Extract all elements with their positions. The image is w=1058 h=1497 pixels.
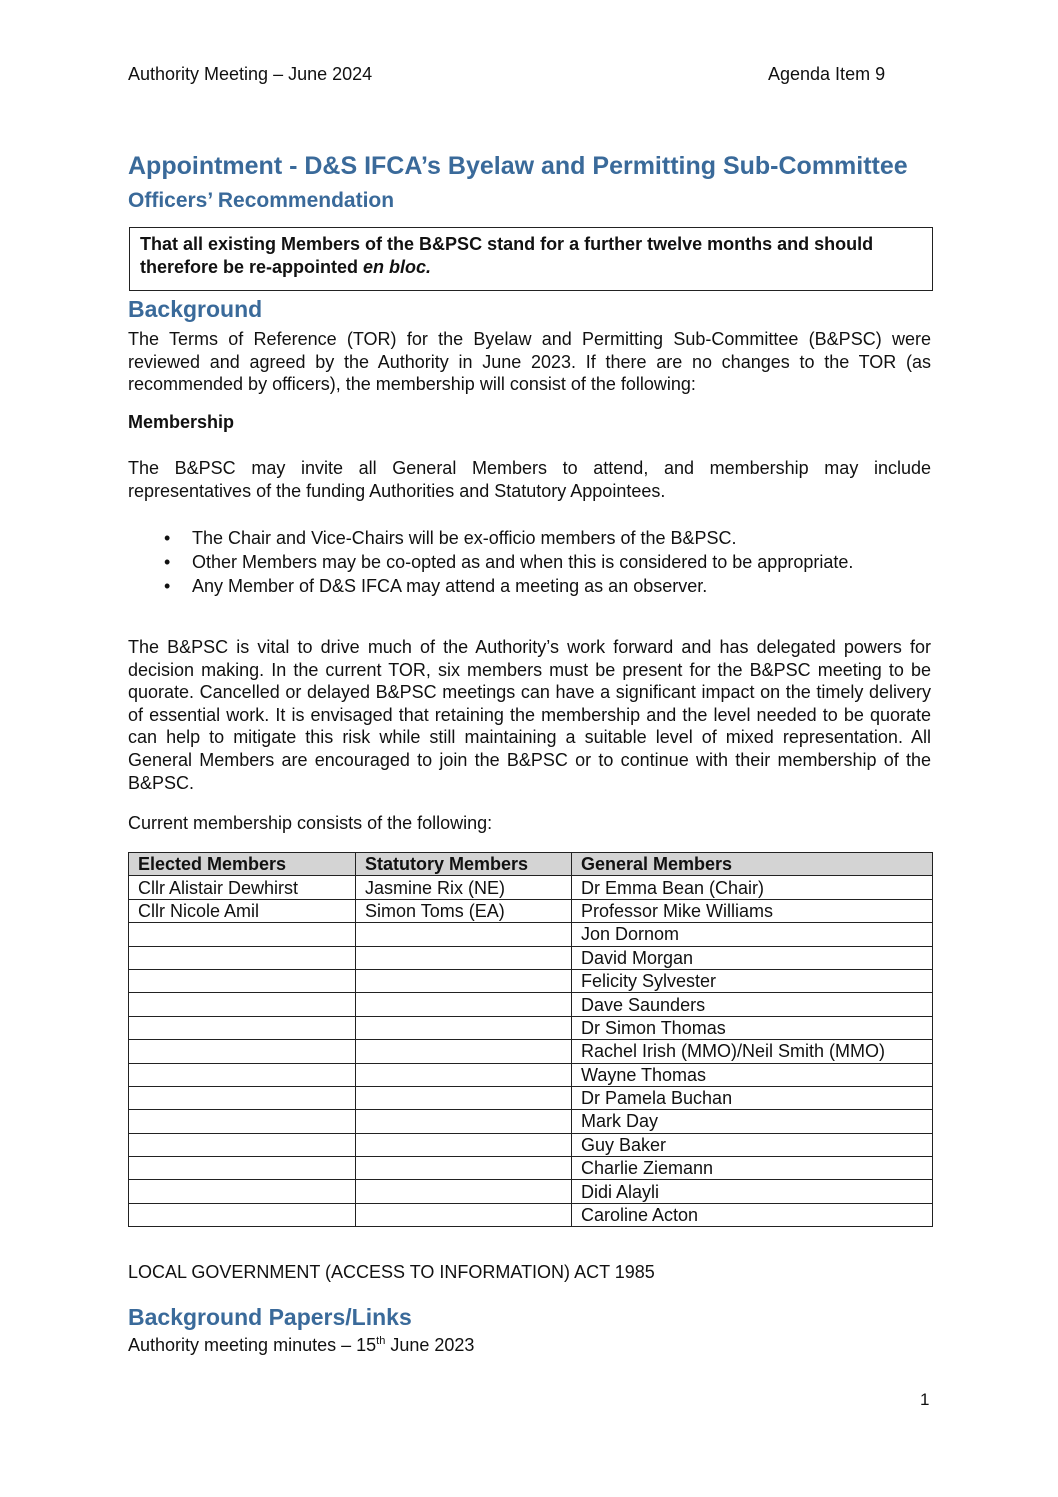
general-member-cell: Didi Alayli [572, 1180, 933, 1203]
membership-paragraph: The B&PSC may invite all General Members to attend, and membership may include representatives of the funding Authorities and Statutory Appointees. [128, 458, 931, 501]
bullet-item: • Any Member of D&S IFCA may attend a meeting as an observer. [128, 574, 853, 598]
general-member-cell: Mark Day [572, 1110, 933, 1133]
membership-heading: Membership [128, 412, 235, 432]
general-member-cell: Charlie Ziemann [572, 1157, 933, 1180]
elected-member-cell [129, 1016, 356, 1039]
elected-member-cell [129, 1086, 356, 1109]
general-member-cell: Jon Dornom [572, 923, 933, 946]
elected-member-cell [129, 1063, 356, 1086]
background-paper-link [128, 1335, 474, 1356]
general-member-cell: Dave Saunders [572, 993, 933, 1016]
statutory-member-cell [356, 993, 572, 1016]
general-member-cell: David Morgan [572, 946, 933, 969]
elected-member-cell [129, 1110, 356, 1133]
table-row [129, 1157, 933, 1180]
statutory-member-cell [356, 1016, 572, 1039]
membership-bullet-list [128, 526, 853, 598]
table-row [129, 1016, 933, 1039]
background-papers-heading: Background Papers/Links [128, 1304, 412, 1330]
statutory-member-cell [356, 1180, 572, 1203]
bullet-item: • Other Members may be co-opted as and when this is considered to be appropriate. [128, 550, 853, 574]
general-member-cell: Guy Baker [572, 1133, 933, 1156]
table-row [129, 1133, 933, 1156]
statutory-member-cell [356, 969, 572, 992]
elected-member-cell [129, 1133, 356, 1156]
column-header-general: General Members [572, 853, 933, 876]
statutory-member-cell [356, 1133, 572, 1156]
statutory-member-cell [356, 1203, 572, 1226]
elected-member-cell [129, 1040, 356, 1063]
elected-member-cell: Cllr Alistair Dewhirst [129, 876, 356, 899]
link-text-prefix: Authority meeting minutes – 15 [128, 1335, 377, 1355]
statutory-member-cell: Simon Toms (EA) [356, 899, 572, 922]
statutory-member-cell [356, 1157, 572, 1180]
general-member-cell: Dr Simon Thomas [572, 1016, 933, 1039]
general-member-cell: Felicity Sylvester [572, 969, 933, 992]
recommendation-text: That all existing Members of the B&PSC stand for a further twelve months and should therefore be re-appointed [140, 234, 874, 277]
table-row [129, 946, 933, 969]
table-row [129, 969, 933, 992]
link-text-suffix: June 2023 [385, 1335, 475, 1355]
elected-member-cell [129, 1180, 356, 1203]
elected-member-cell [129, 993, 356, 1016]
table-row [129, 899, 933, 922]
page-title: Appointment - D&S IFCA’s Byelaw and Permitting Sub-Committee [128, 152, 908, 180]
elected-member-cell [129, 946, 356, 969]
header-right: Agenda Item 9 [768, 64, 886, 84]
statutory-member-cell [356, 1110, 572, 1133]
table-row [129, 1203, 933, 1226]
general-member-cell: Dr Pamela Buchan [572, 1086, 933, 1109]
membership-table [128, 852, 933, 1227]
statutory-member-cell [356, 1040, 572, 1063]
elected-member-cell [129, 969, 356, 992]
statutory-member-cell [356, 1063, 572, 1086]
table-row [129, 1180, 933, 1203]
current-membership-intro: Current membership consists of the following: [128, 813, 493, 833]
header-left: Authority Meeting – June 2024 [128, 64, 373, 84]
general-member-cell: Rachel Irish (MMO)/Neil Smith (MMO) [572, 1040, 933, 1063]
general-member-cell: Dr Emma Bean (Chair) [572, 876, 933, 899]
statutory-member-cell: Jasmine Rix (NE) [356, 876, 572, 899]
statutory-member-cell [356, 946, 572, 969]
quorum-paragraph: The B&PSC is vital to drive much of the Authority’s work forward and has delegated powers for decision making. In the current TOR, six members must be present for the B&PSC meeting to be quorate. Cancelled or delayed B&PSC meetings can have a significant impact on the timely delivery of essential work. It is envisaged that retaining the membership and the level needed to be quorate can help to mitigate this risk while still maintaining a suitable level of mixed representation. All General Members are encouraged to join the B&PSC or to continue with their membership of the B&PSC. [128, 637, 931, 793]
table-row [129, 993, 933, 1016]
statutory-member-cell [356, 923, 572, 946]
statutory-member-cell [356, 1086, 572, 1109]
general-member-cell: Professor Mike Williams [572, 899, 933, 922]
background-paragraph-1: The Terms of Reference (TOR) for the Byelaw and Permitting Sub-Committee (B&PSC) were reviewed and agreed by the Authority in June 2023. If there are no changes to the TOR (as recommended by officers), the membership will consist of the following: [128, 329, 931, 395]
elected-member-cell [129, 1157, 356, 1180]
elected-member-cell: Cllr Nicole Amil [129, 899, 356, 922]
background-heading: Background [128, 296, 263, 322]
elected-member-cell [129, 1203, 356, 1226]
table-row [129, 923, 933, 946]
table-row [129, 1040, 933, 1063]
column-header-elected: Elected Members [129, 853, 356, 876]
table-body [129, 876, 933, 1227]
elected-member-cell [129, 923, 356, 946]
general-member-cell: Wayne Thomas [572, 1063, 933, 1086]
recommendation-emphasis: en bloc. [363, 257, 432, 277]
bullet-item: • The Chair and Vice-Chairs will be ex-officio members of the B&PSC. [128, 526, 853, 550]
table-row [129, 1063, 933, 1086]
column-header-statutory: Statutory Members [356, 853, 572, 876]
recommendation-box [129, 227, 933, 291]
act-reference: LOCAL GOVERNMENT (ACCESS TO INFORMATION) ACT 1985 [128, 1262, 655, 1282]
table-row [129, 1086, 933, 1109]
table-row [129, 1110, 933, 1133]
recommendation-heading: Officers’ Recommendation [128, 189, 395, 212]
table-row [129, 876, 933, 899]
page-number: 1 [920, 1390, 930, 1409]
general-member-cell: Caroline Acton [572, 1203, 933, 1226]
table-header-row [129, 853, 933, 876]
link-text-superscript: th [376, 1335, 386, 1347]
